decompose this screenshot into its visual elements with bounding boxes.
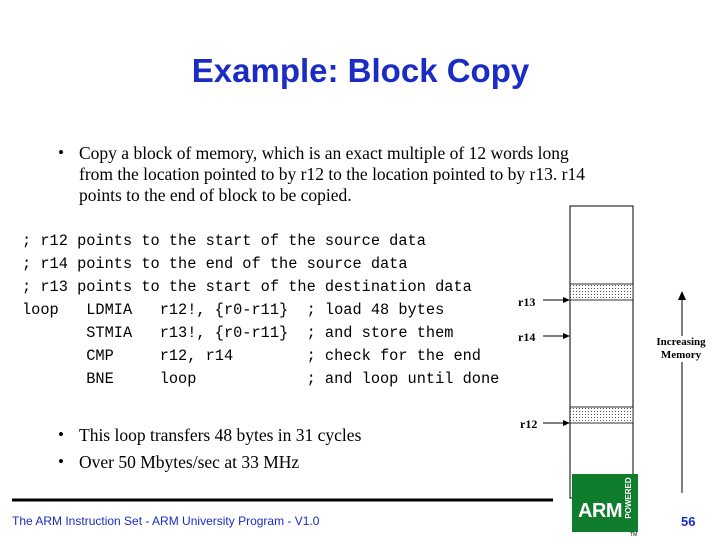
r12-label: r12 <box>520 417 538 431</box>
arm-logo-tm: TM <box>630 532 638 538</box>
memory-column <box>570 206 633 498</box>
code-line-4: loop LDMIA r12!, {r0-r11} ; load 48 bytes <box>22 301 445 319</box>
r13-label: r13 <box>518 295 536 309</box>
increasing-memory-line-1: Increasing <box>656 336 706 348</box>
bullet-top-line-3: points to the end of block to be copied. <box>79 185 352 205</box>
r14-label: r14 <box>518 330 536 344</box>
code-line-6: CMP r12, r14 ; check for the end <box>22 347 481 365</box>
bullet-dot: • <box>58 452 64 471</box>
arm-logo-text: ARM <box>578 500 623 522</box>
code-line-2: ; r14 points to the end of the source data <box>22 255 408 273</box>
increasing-memory-label <box>646 336 716 362</box>
destination-block <box>570 284 633 300</box>
code-line-1: ; r12 points to the start of the source data <box>22 232 426 250</box>
bullet-dot: • <box>58 425 64 444</box>
increasing-memory-line-2: Memory <box>660 349 702 361</box>
code-line-5: STMIA r13!, {r0-r11} ; and store them <box>22 324 454 342</box>
source-block <box>570 407 633 423</box>
code-line-3: ; r13 points to the start of the destination data <box>22 278 472 296</box>
bullet-bottom-1: This loop transfers 48 bytes in 31 cycles <box>79 425 362 445</box>
bullet-bottom-2: Over 50 Mbytes/sec at 33 MHz <box>79 452 300 472</box>
bullet-top-line-2: from the location pointed to by r12 to the location pointed to by r13. r14 <box>79 164 585 184</box>
page-number: 56 <box>681 514 696 529</box>
slide-title: Example: Block Copy <box>191 52 530 89</box>
arm-logo-powered: POWERED <box>624 477 633 519</box>
footer-text: The ARM Instruction Set - ARM University Program - V1.0 <box>12 514 320 528</box>
bullet-top-line-1: Copy a block of memory, which is an exact multiple of 12 words long <box>79 143 569 163</box>
bullet-dot: • <box>58 143 64 162</box>
arm-logo <box>572 474 638 532</box>
code-line-7: BNE loop ; and loop until done <box>22 370 500 388</box>
